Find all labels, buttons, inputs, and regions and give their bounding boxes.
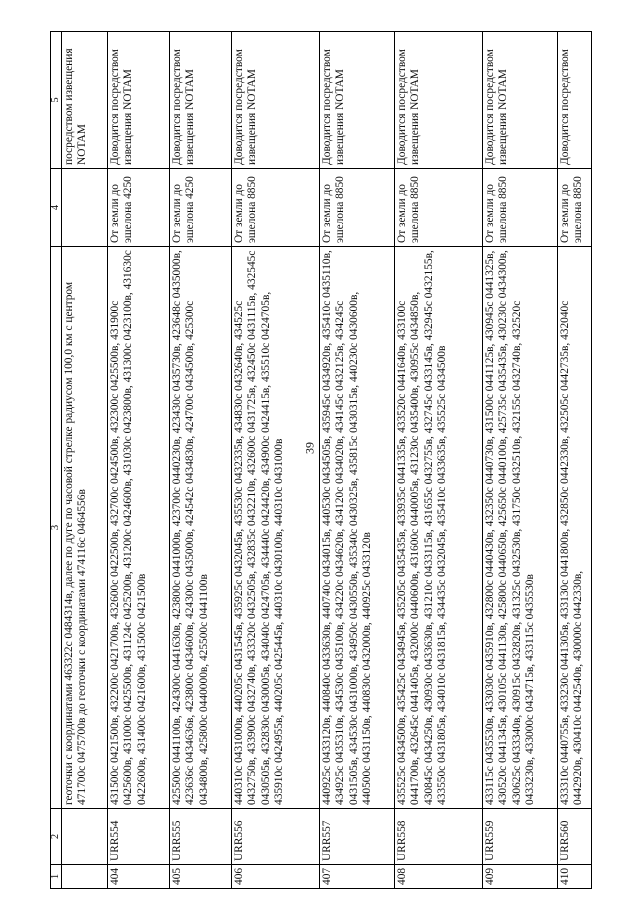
- table-row: [170, 32, 232, 889]
- column-number: 1: [51, 865, 62, 889]
- table-row: [62, 32, 108, 889]
- area-code: [62, 809, 108, 865]
- area-code: URR557: [320, 809, 395, 865]
- publication-note: Доводится посредством извещения NOTAM: [170, 32, 232, 169]
- vertical-limits: От земли до эшелона 8850: [395, 169, 483, 247]
- restricted-areas-table: [50, 31, 592, 889]
- page-number: 39: [302, 442, 317, 454]
- rotated-table-wrapper: [50, 32, 590, 889]
- vertical-limits: [62, 169, 108, 247]
- area-code: URR560: [558, 809, 592, 865]
- area-coordinates: 433115с 0435530в, 433030с 0435910в, 432800с 0440430в, 432350с 0440730в, 431500с 0441125в, 430945с 0441325в, 430520с 0441345в, 430105с 0441130в, 425800с 0440650в, 425650с 0440100в, 425735с 0435435в, 430230с 0434300в, 430625с 0433340в, 430915с 0432820в, 431325с 0432530в, 431750с 0432510в, 432155с 0432740в, 432520с 0433230в, 433000с 0434715в, 433115с 0435530в: [483, 247, 558, 809]
- table-row: [108, 32, 170, 889]
- table-row: [483, 32, 558, 889]
- row-number: 409: [483, 865, 558, 889]
- row-number: 407: [320, 865, 395, 889]
- vertical-limits: От земли до эшелона 8850: [232, 169, 320, 247]
- publication-note: Доводится посредством извещения NOTAM: [483, 32, 558, 169]
- column-number-row: [51, 32, 62, 889]
- publication-note: Доводится посредством извещения NOTAM: [395, 32, 483, 169]
- publication-note: Доводится посредством извещения NOTAM: [108, 32, 170, 169]
- publication-note: Доводится посредством извещения NOTAM: [232, 32, 320, 169]
- vertical-limits: От земли до эшелона 4250: [170, 169, 232, 247]
- row-number: 408: [395, 865, 483, 889]
- area-coordinates: 440310с 0431000в, 440205с 0431545в, 435925с 0432045в, 435530с 0432335в, 434830с 0432640в, 434525с 0432750в, 433900с 0432740в, 433320с 0432505в, 432835с 0432210в, 432600с 0431725в, 432450с 0431115в, 432545с 0430505в, 432830с 0430005в, 434040с 0424705в, 434440с 0424420в, 434900с 0424415в, 435510с 0424705в, 435910с 0424955в, 440205с 0425445в, 440310с 0430100в, 440310с 0431000в: [232, 247, 320, 809]
- row-number: 405: [170, 865, 232, 889]
- area-code: URR558: [395, 809, 483, 865]
- area-code: URR559: [483, 809, 558, 865]
- column-number: 3: [51, 247, 62, 809]
- publication-note: посредством извещения NOTAM: [62, 32, 108, 169]
- area-coordinates: 435525с 0434500в, 435425с 0434945в, 435205с 0435435в, 433935с 0441335в, 433520с 0441640в, 433100с 0441700в, 432645с 0441405в, 432000с 0440600в, 431600с 0440005в, 431230с 0435400в, 430955с 0434850в, 430845с 0434250в, 430930с 0433630в, 431210с 0433115в, 431655с 0432755в, 432745с 0433145в, 432945с 0432155в, 433550с 0431805в, 434010с 0431815в, 434435с 0432045в, 435410с 0433635в, 435525с 0434500в: [395, 247, 483, 809]
- column-number: 4: [51, 169, 62, 247]
- row-number: 406: [232, 865, 320, 889]
- area-coordinates: 440925с 0433120в, 440840с 0433630в, 440740с 0434015в, 440530с 0434505в, 435945с 0434920в, 435410с 0435110в, 434925с 0435310в, 434530с 0435100в, 434220с 0434620в, 434120с 0434020в, 434145с 0432125в, 434245с 0431505в, 434530с 0431000в, 434950с 0430550в, 435340с 0430325в, 435815с 0430315в, 440230с 0430600в, 440500с 0431150в, 440830с 0432000в, 440925с 0433120в: [320, 247, 395, 809]
- area-code: URR556: [232, 809, 320, 865]
- vertical-limits: От земли до эшелона 8850: [558, 169, 592, 247]
- area-coordinates: 425500с 0441100в, 424300с 0441630в, 423800с 0441000в, 423700с 0440230в, 423430с 0435730в, 423648с 0435000в, 423636с 0434636в, 423800с 0434600в, 424300с 0435000в, 424542с 0434830в, 424700с 0434500в, 425300с 0434800в, 425800с 0440000в, 425500с 0441100в: [170, 247, 232, 809]
- table-row: [232, 32, 320, 889]
- table-row: [395, 32, 483, 889]
- row-number: 410: [558, 865, 592, 889]
- table-row: [558, 32, 592, 889]
- area-coordinates: геоточки с координатами 463322с 0484314в, далее по дуге по часовой стрелке радиусом 100,0 км с центром 471700с 0475700в до геоточки с координатами 474116с 0464556в: [62, 247, 108, 809]
- row-number: [62, 865, 108, 889]
- vertical-limits: От земли до эшелона 8850: [483, 169, 558, 247]
- area-coordinates: 433310с 0440755в, 433230с 0441305в, 433130с 0441800в, 432850с 0442330в, 432505с 0442735в, 432040с 0442920в, 430410с 0442540в, 430000с 0442330в,: [558, 247, 592, 809]
- column-number: 5: [51, 32, 62, 169]
- area-coordinates: 431500с 0421500в, 432200с 0421700в, 432600с 0422500в, 432700с 0424500в, 432300с 0425500в, 431900с 0425600в, 431000с 0425500в, 431124с 0425200в, 431200с 0424600в, 431030с 0423800в, 431300с 0423100в, 431630с 0422600в, 431400с 0421600в, 431500с 0421500в: [108, 247, 170, 809]
- table-row: [320, 32, 395, 889]
- vertical-limits: От земли до эшелона 8850: [320, 169, 395, 247]
- publication-note: Доводится посредством извещения NOTAM: [320, 32, 395, 169]
- publication-note: Доводится посредством: [558, 32, 592, 169]
- vertical-limits: От земли до эшелона 4250: [108, 169, 170, 247]
- area-code: URR554: [108, 809, 170, 865]
- row-number: 404: [108, 865, 170, 889]
- area-code: URR555: [170, 809, 232, 865]
- column-number: 2: [51, 809, 62, 865]
